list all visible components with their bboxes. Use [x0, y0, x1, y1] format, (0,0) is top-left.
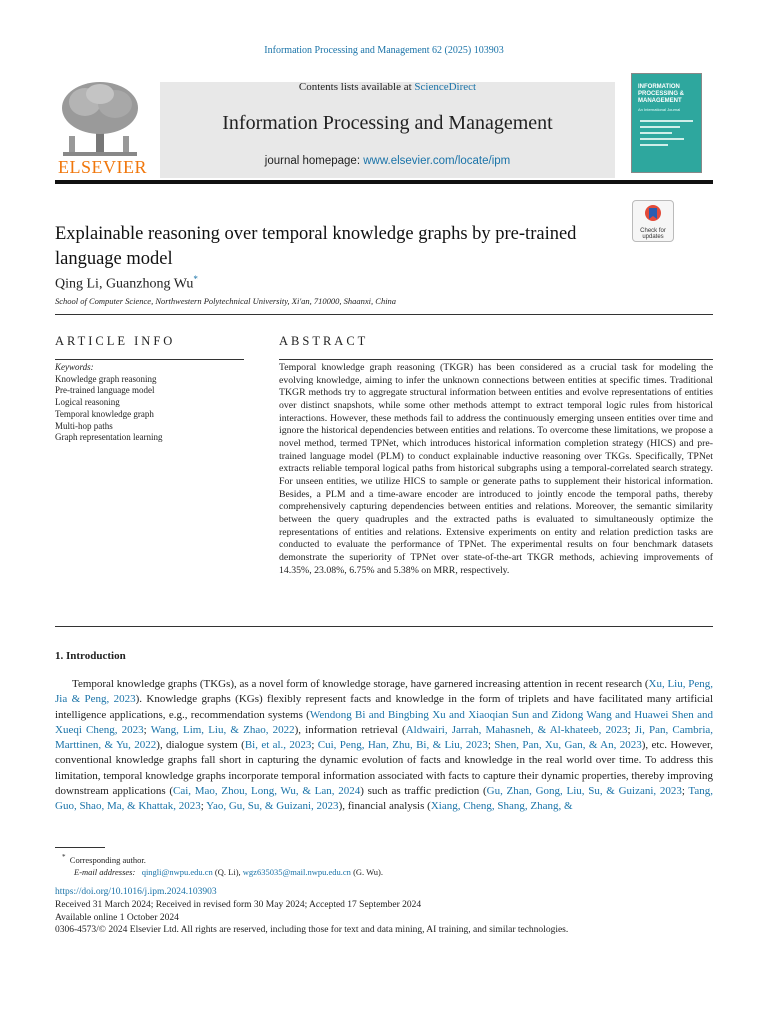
intro-text: ;: [627, 723, 635, 736]
corresponding-mark[interactable]: *: [193, 274, 198, 284]
journal-citation[interactable]: Information Processing and Management 62 (2025) 103903: [264, 45, 504, 56]
check-for-updates-button[interactable]: [632, 200, 674, 242]
article-footer: [55, 886, 713, 937]
email-owner: (Q. Li),: [212, 867, 243, 878]
bookmark-icon: [644, 204, 662, 224]
check-label: Check for updates: [640, 228, 666, 240]
email-owner: (G. Wu).: [350, 867, 384, 878]
citation-link[interactable]: Bi, et al., 2023: [244, 739, 312, 752]
affiliation: School of Computer Science, Northwestern Polytechnical University, Xi'an, 710000, Shaanxi, China: [55, 296, 397, 306]
email-link[interactable]: qingli@nwpu.edu.cn: [141, 867, 213, 878]
divider: [55, 314, 713, 315]
citation-link[interactable]: Cai, Mao, Zhou, Long, Wu, & Lan, 2024: [173, 785, 361, 798]
author-list: [55, 274, 198, 293]
intro-text: ), etc. However, conventional knowledge graphs fall short in capturing the dynamic evolution of facts and knowledge in the real world over time. To address this limitation, temporal knowledge graphs incorporate temporal information associated with facts to capture their dynamic properties, thereby improving downstream applications (: [55, 739, 714, 798]
intro-text: ), financial analysis (: [338, 800, 431, 813]
footnote: [62, 851, 383, 879]
footnote-divider: [55, 847, 105, 848]
keywords-label: Keywords:: [55, 362, 94, 372]
contents-line: [160, 81, 615, 93]
journal-cover-image[interactable]: [631, 73, 702, 173]
intro-paragraph: [55, 677, 713, 815]
article-info-heading: ARTICLE INFO: [55, 334, 176, 348]
divider: [55, 359, 244, 360]
intro-text: ;: [311, 739, 318, 752]
copyright: 0306-4573/© 2024 Elsevier Ltd. All rights are reserved, including those for text and data mining, AI training, and similar technologies.: [55, 925, 569, 936]
citation-link[interactable]: Ji, Pan, Cambria, Marttinen, & Yu, 2022: [55, 723, 714, 752]
elsevier-tree-logo: [55, 80, 145, 160]
footnote-mark: *: [62, 853, 66, 861]
keyword-item: Logical reasoning: [55, 397, 120, 408]
abstract-text: Temporal knowledge graph reasoning (TKGR) has been considered as a crucial task for modeling the evolving knowledge, aiming to infer the unknown connections between entities at specific times. Traditional TKGR methods try to aggregate structural information between entities and evolve representations of entities over distinct snapshots, while some other methods attempt to extract temporal logic rules from historical interactions. However, these methods fail to address the continuously emerging unseen entities over time and ignore the historical dependencies between entities and relations. To overcome these limitations, we propose a novel method, termed TPNet, which introduces historical information completion strategy (HICS) and pre-trained language model (PLM) to conduct explainable inductive reasoning over TKGs. Specifically, TPNet extracts reliable temporal logical paths from historical subgraphs using a temporal-correlated search strategy. For unseen entities, we utilize HICS to sample or generate paths to supplement their historical information. Besides, a PLM and a time-aware encoder are introduced to jointly encode the temporal paths, thereby comprehensively capturing dependencies between entities and relations. Moreover, the semantic similarity between the query quadruples and the extracted paths is evaluated to simultaneously optimize the representations of entities and relations. Extensive experiments on entity and relation prediction tasks are conducted to evaluate the performance of TPNet. The experimental results on four benchmark datasets demonstrate the superiority of TPNet over state-of-the-art TKGR methods, achieving improvements of 14.35%, 23.08%, 6.75% and 5.38% on MRR, respectively.: [279, 362, 713, 576]
contents-prefix: Contents lists available at: [298, 81, 415, 93]
intro-text: ;: [681, 785, 689, 798]
email-label: E-mail addresses:: [74, 867, 136, 878]
abstract-heading: ABSTRACT: [279, 334, 369, 348]
sciencedirect-link[interactable]: ScienceDirect: [414, 81, 477, 93]
section-heading-introduction: 1. Introduction: [55, 650, 126, 662]
divider: [279, 359, 713, 360]
keyword-item: Graph representation learning: [55, 432, 163, 443]
available-online: Available online 1 October 2024: [55, 912, 179, 923]
citation-link[interactable]: Xu, Liu, Peng, Jia & Peng, 2023: [55, 678, 713, 706]
homepage-link[interactable]: www.elsevier.com/locate/ipm: [363, 155, 511, 167]
journal-title: Information Processing and Management: [222, 112, 553, 134]
received-dates: Received 31 March 2024; Received in revised form 30 May 2024; Accepted 17 September 2024: [55, 899, 422, 910]
intro-text: ;: [200, 800, 207, 813]
citation-link[interactable]: Xiang, Cheng, Shang, Zhang, &: [430, 800, 573, 813]
citation-link[interactable]: Wendong Bi and Bingbing Xu and Xiaoqian Sun and Zidong Wang and Huawei Shen and Xueqi Cheng, 2023: [55, 708, 713, 736]
citation-link[interactable]: Shen, Pan, Xu, Gan, & An, 2023: [494, 739, 642, 752]
author-names: Qing Li, Guanzhong Wu: [55, 276, 194, 292]
introduction-body: [55, 677, 713, 815]
citation-link[interactable]: Tang, Guo, Shao, Ma, & Khattak, 2023: [55, 785, 713, 813]
intro-text: ) such as traffic prediction (: [360, 785, 487, 798]
cover-title: INFORMATION PROCESSING & MANAGEMENT: [638, 84, 685, 104]
email-link[interactable]: wgz635035@mail.nwpu.edu.cn: [242, 867, 351, 878]
doi-link[interactable]: https://doi.org/10.1016/j.ipm.2024.103903: [55, 887, 217, 897]
intro-text: ;: [143, 723, 151, 736]
citation-link[interactable]: Aldwairi, Jarrah, Mahasneh, & Al-khateeb, 2023: [405, 723, 628, 736]
intro-text: ), information retrieval (: [294, 723, 406, 736]
citation-link[interactable]: Gu, Zhan, Gong, Liu, Su, & Guizani, 2023: [486, 785, 682, 798]
article-title: Explainable reasoning over temporal knowledge graphs by pre-trained language model: [55, 224, 577, 269]
keyword-item: Pre-trained language model: [55, 385, 155, 396]
intro-text: ). Knowledge graphs (KGs) flexibly represent facts and knowledge in the form of triplets and have facilitated many artificial intelligence applications, e.g., recommendation systems (: [55, 693, 713, 721]
keywords-block: [55, 362, 245, 444]
homepage-line: [160, 155, 615, 167]
intro-text: ), dialogue system (: [156, 739, 245, 752]
keyword-item: Temporal knowledge graph: [55, 408, 154, 419]
divider: [55, 626, 713, 627]
header-divider: [55, 180, 713, 184]
keyword-item: Multi-hop paths: [55, 420, 113, 431]
intro-text: Temporal knowledge graphs (TKGs), as a novel form of knowledge storage, have garnered increasing attention in recent research (: [72, 678, 649, 690]
citation-link[interactable]: Wang, Lim, Liu, & Zhao, 2022: [150, 723, 295, 736]
citation-link[interactable]: Yao, Gu, Su, & Guizani, 2023: [206, 800, 339, 813]
keyword-item: Knowledge graph reasoning: [55, 373, 157, 384]
citation-link[interactable]: Cui, Peng, Han, Zhu, Bi, & Liu, 2023: [317, 739, 488, 752]
cover-subtitle: An International Journal: [638, 107, 681, 112]
corresponding-author-note: Corresponding author.: [69, 854, 146, 865]
intro-text: ;: [487, 739, 495, 752]
publisher-logo-text: ELSEVIER: [58, 157, 147, 177]
homepage-prefix: journal homepage:: [264, 155, 364, 167]
